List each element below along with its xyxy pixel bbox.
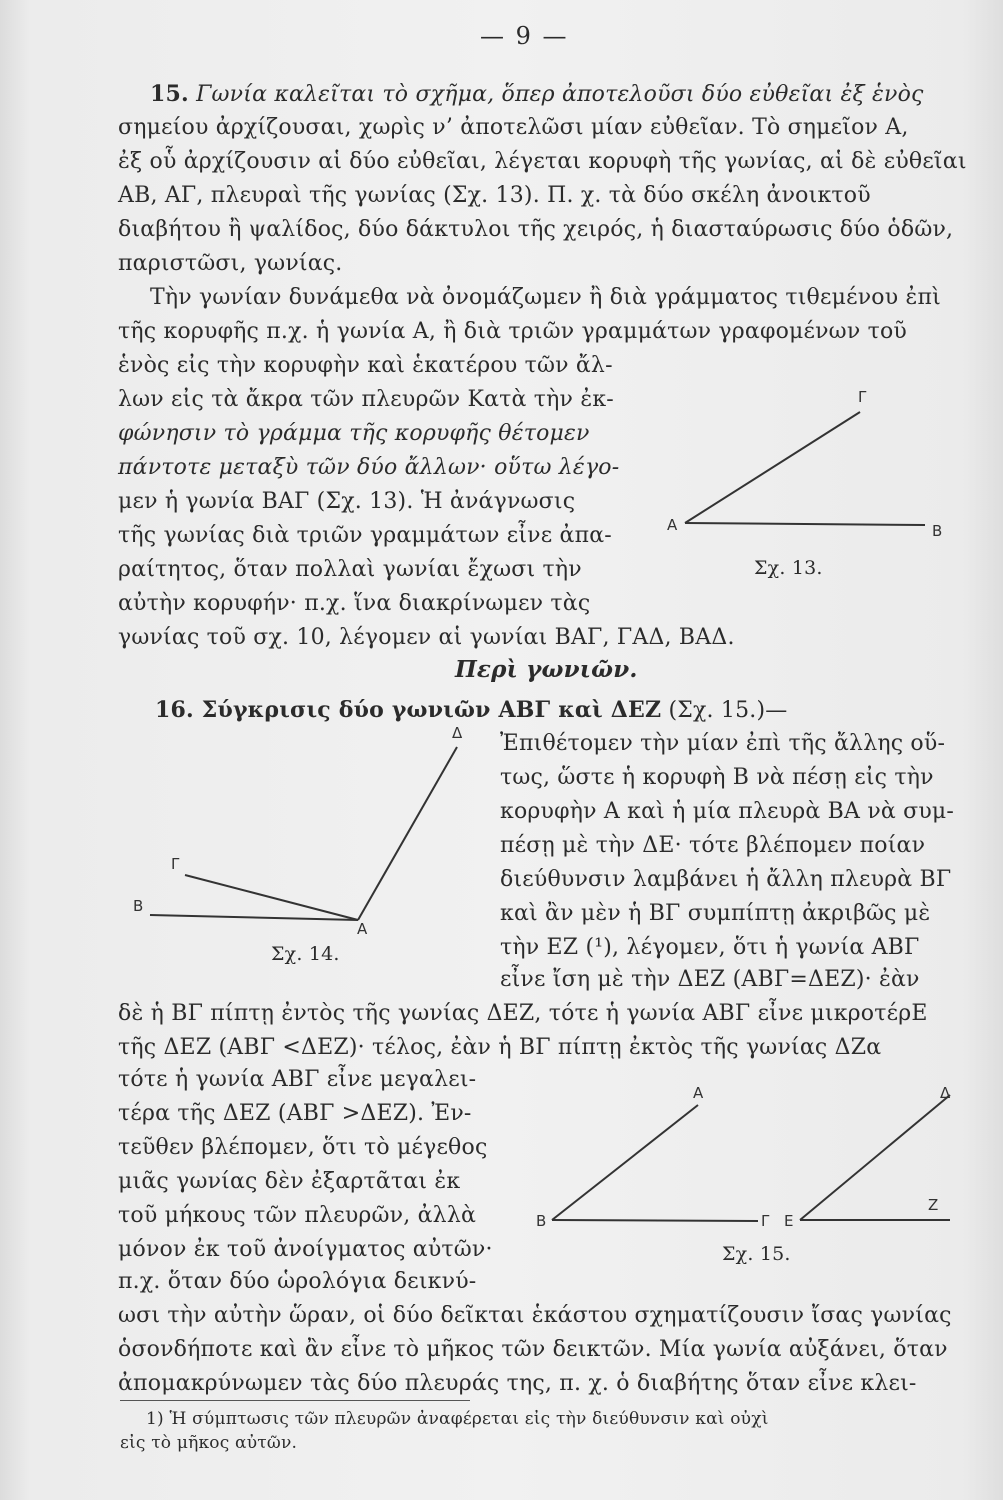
fig15-label-b: Β xyxy=(536,1212,547,1230)
fig14-label-vertex: Α xyxy=(357,920,368,938)
section-16-heading-line xyxy=(155,696,787,725)
section-16-heading: 16. Σύγκρισις δύο γωνιῶν ΑΒΓ καὶ ΔΕΖ xyxy=(155,697,662,723)
para2-line-8: τῆς γωνίας διὰ τριῶν γραμμάτων εἶνε ἀπα- xyxy=(118,523,612,548)
footnote-separator xyxy=(120,1400,470,1401)
fig14-label-left: Β xyxy=(133,897,144,915)
figure-15 xyxy=(530,1080,960,1240)
figure-13 xyxy=(660,390,950,540)
section16-right-line-3: κορυφὴν Α καὶ ἡ μία πλευρὰ ΒΑ νὰ συμ- xyxy=(500,799,955,824)
section-15-line-3: ἐξ οὗ ἀρχίζουσιν αἱ δύο εὐθεῖαι, λέγεται κορυφὴ τῆς γωνίας, αἱ δὲ εὐθεῖαι xyxy=(118,149,967,174)
para2-line-2: τῆς κορυφῆς π.χ. ἡ γωνία Α, ἢ διὰ τριῶν γραμμάτων γραφομένων τοῦ xyxy=(118,319,907,344)
section16-right-line-1: Ἐπιθέτομεν τὴν μίαν ἐπὶ τῆς ἄλλης οὕ- xyxy=(500,731,946,756)
section-15-line-1: Γωνία καλεῖται τὸ σχῆμα, ὅπερ ἀποτελοῦσι δύο εὐθεῖαι ἐξ ἑνὸς xyxy=(196,82,924,107)
para2-line-7: μεν ἡ γωνία ΒΑΓ (Σχ. 13). Ἡ ἀνάγνωσις xyxy=(118,489,576,514)
page-number: — 9 — xyxy=(480,22,569,50)
fig13-label-end2: Β xyxy=(932,522,943,540)
para2-line-10: αὐτὴν κορυφήν· π.χ. ἵνα διακρίνωμεν τὰς xyxy=(118,591,591,616)
fig13-label-vertex: Α xyxy=(667,516,678,534)
section16-left-line-5: τοῦ μήκους τῶν πλευρῶν, ἀλλὰ xyxy=(118,1203,477,1228)
section16-left-line-4: μιᾶς γωνίας δὲν ἐξαρτᾶται ἐκ xyxy=(118,1169,461,1194)
section16-right-line-6: καὶ ἂν μὲν ἡ ΒΓ συμπίπτῃ ἀκριβῶς μὲ xyxy=(500,901,931,926)
para2-line-9: ραίτητος, ὅταν πολλαὶ γωνίαι ἔχωσι τὴν xyxy=(118,557,582,582)
para2-line-3: ἑνὸς εἰς τὴν κορυφὴν καὶ ἑκατέρου τῶν ἄλ- xyxy=(118,353,613,378)
section-15-number: 15. xyxy=(150,81,189,107)
section-15-first-line xyxy=(150,80,924,109)
figure-14 xyxy=(130,735,470,935)
para2-line-6: πάντοτε μεταξὺ τῶν δύο ἄλλων· οὕτω λέγο- xyxy=(118,455,620,480)
para2-line-5: φώνησιν τὸ γράμμα τῆς κορυφῆς θέτομεν xyxy=(118,421,590,446)
fig15-label-g: Γ xyxy=(761,1212,770,1230)
fig14-label-top: Δ xyxy=(452,724,463,742)
section-15-line-5: διαβήτου ἢ ψαλίδος, δύο δάκτυλοι τῆς χειρός, ἡ διασταύρωσις δύο ὁδῶν, xyxy=(118,217,954,242)
section16-left-line-7: π.χ. ὅταν δύο ὡρολόγια δεικνύ- xyxy=(118,1269,477,1294)
subheading-peri-gonion: Περὶ γωνιῶν. xyxy=(455,656,638,683)
fig15-label-z: Ζ xyxy=(928,1196,939,1214)
fig15-label-e: Ε xyxy=(784,1212,794,1230)
section16-left-line-1: τότε ἡ γωνία ΑΒΓ εἶνε μεγαλει- xyxy=(118,1067,477,1092)
fig14-caption: Σχ. 14. xyxy=(271,943,340,965)
fig15-label-d: Δ xyxy=(940,1084,951,1102)
section16-end-line-1: ωσι τὴν αὐτὴν ὥραν, οἱ δύο δεῖκται ἑκάστου σχηματίζουσιν ἴσας γωνίας xyxy=(118,1303,952,1328)
section-15-line-4: ΑΒ, ΑΓ, πλευραὶ τῆς γωνίας (Σχ. 13). Π. χ. τὰ δύο σκέλη ἀνοικτοῦ xyxy=(118,183,871,208)
section16-right-line-4: πέσῃ μὲ τὴν ΔΕ· τότε βλέπομεν ποίαν xyxy=(500,833,926,858)
fig13-caption: Σχ. 13. xyxy=(754,557,823,579)
section16-full-line-1: δὲ ἡ ΒΓ πίπτῃ ἐντὸς τῆς γωνίας ΔΕΖ, τότε ἡ γωνία ΑΒΓ εἶνε μικροτέρΕ xyxy=(118,1001,928,1026)
section-16-heading-ref: (Σχ. 15.)— xyxy=(668,698,788,723)
section16-right-line-2: τως, ὥστε ἡ κορυφὴ Β νὰ πέσῃ εἰς τὴν xyxy=(500,765,934,790)
fig13-label-end1: Γ xyxy=(858,388,867,406)
section16-right-line-7: τὴν ΕΖ (¹), λέγομεν, ὅτι ἡ γωνία ΑΒΓ xyxy=(500,935,920,960)
section16-right-line-8: εἶνε ἴση μὲ τὴν ΔΕΖ (ΑΒΓ=ΔΕΖ)· ἐὰν xyxy=(500,967,920,992)
footnote-line-1: 1) Ἡ σύμπτωσις τῶν πλευρῶν ἀναφέρεται εἰς τὴν διεύθυνσιν καὶ οὐχὶ xyxy=(146,1409,769,1429)
section-15-line-6: παριστῶσι, γωνίας. xyxy=(118,251,343,276)
para2-line-1: Τὴν γωνίαν δυνάμεθα νὰ ὀνομάζωμεν ἢ διὰ γράμματος τιθεμένου ἐπὶ xyxy=(150,285,941,310)
footnote-line-2: εἰς τὸ μῆκος αὐτῶν. xyxy=(120,1433,298,1453)
fig15-label-a: Α xyxy=(693,1084,704,1102)
section16-end-line-2: ὁσονδήποτε καὶ ἂν εἶνε τὸ μῆκος τῶν δεικτῶν. Μία γωνία αὐξάνει, ὅταν xyxy=(118,1337,948,1362)
fig15-caption: Σχ. 15. xyxy=(722,1243,791,1265)
para2-line-4: λων εἰς τὰ ἄκρα τῶν πλευρῶν Κατὰ τὴν ἐκ- xyxy=(118,387,614,412)
section16-left-line-3: τεῦθεν βλέπομεν, ὅτι τὸ μέγεθος xyxy=(118,1135,488,1160)
section16-left-line-2: τέρα τῆς ΔΕΖ (ΑΒΓ >ΔΕΖ). Ἐν- xyxy=(118,1101,472,1126)
section16-left-line-6: μόνον ἐκ τοῦ ἀνοίγματος αὐτῶν· xyxy=(118,1237,493,1262)
section16-right-line-5: διεύθυνσιν λαμβάνει ἡ ἄλλη πλευρὰ ΒΓ xyxy=(500,867,952,892)
section16-end-line-3: ἀπομακρύνωμεν τὰς δύο πλευράς της, π. χ. ὁ διαβήτης ὅταν εἶνε κλει- xyxy=(118,1371,917,1396)
para2-line-11: γωνίας τοῦ σχ. 10, λέγομεν αἱ γωνίαι ΒΑΓ, ΓΑΔ, ΒΑΔ. xyxy=(118,625,735,650)
fig14-label-mid: Γ xyxy=(171,855,180,873)
section-15-line-2: σημείου ἀρχίζουσαι, χωρὶς ν’ ἀποτελῶσι μίαν εὐθεῖαν. Τὸ σημεῖον Α, xyxy=(118,115,909,140)
section16-full-line-2: τῆς ΔΕΖ (ΑΒΓ <ΔΕΖ)· τέλος, ἐὰν ἡ ΒΓ πίπτῃ ἐκτὸς τῆς γωνίας ΔΖα xyxy=(118,1035,882,1060)
